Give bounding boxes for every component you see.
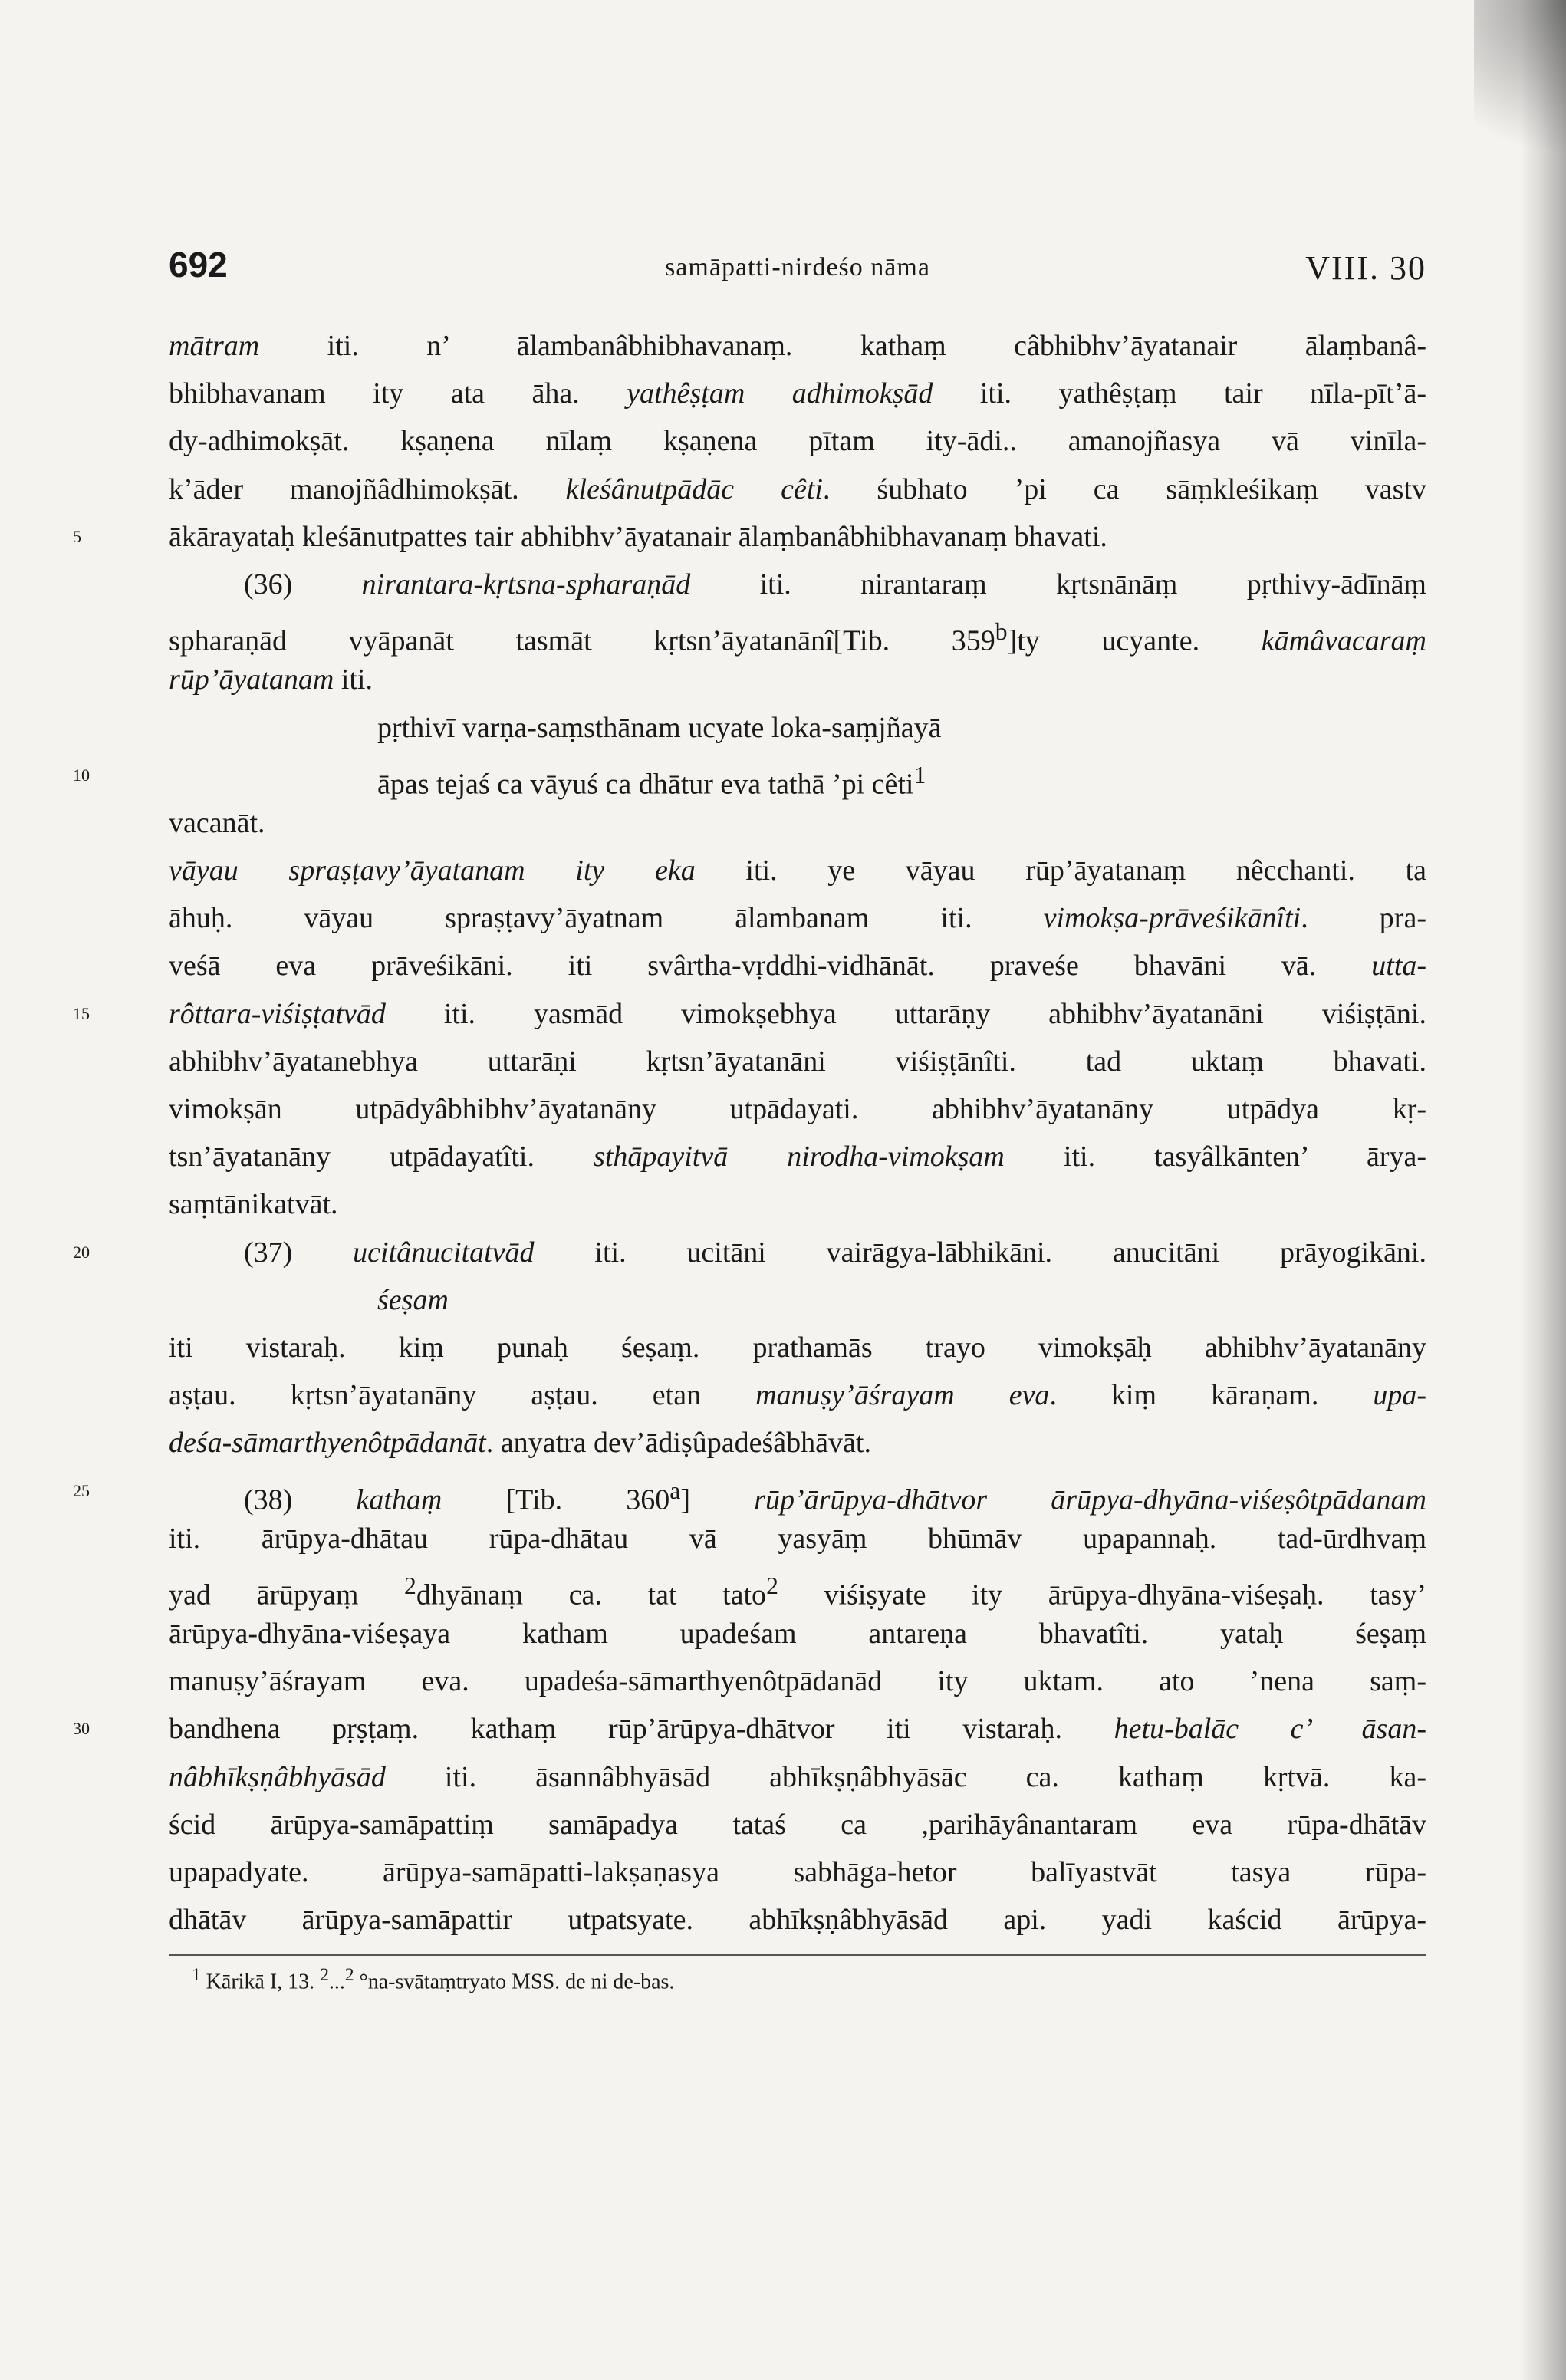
page-header xyxy=(169,244,1426,290)
verse-line: 10 āpas tejaś ca vāyuś ca dhātur eva tathā ’pi cêti$^1$ xyxy=(169,752,1426,799)
text-line: vimokṣān utpādyâbhibhv’āyatanāny utpādayati. abhibhv’āyatanāny utpādya kṛ- xyxy=(169,1093,1426,1125)
text-line: iti vistaraḥ. kiṃ punaḥ śeṣaṃ. prathamās trayo vimokṣāḥ abhibhv’āyatanāny xyxy=(169,1331,1426,1364)
page-corner-shadow xyxy=(1474,0,1566,199)
main-text xyxy=(73,322,1427,1944)
text-line: tsn’āyatanāny utpādayatîti. sthāpayitvā nirodha-vimokṣam iti. tasyâlkānten’ ārya- xyxy=(169,1141,1426,1174)
text-line: iti. ārūpya-dhātau rūpa-dhātau vā yasyāṃ bhūmāv upapannaḥ. tad-ūrdhvaṃ xyxy=(169,1522,1426,1555)
text-line: rūp’āyatanam iti. xyxy=(169,663,373,696)
line-number: 5 xyxy=(73,526,81,546)
text-line: vacanāt. xyxy=(169,806,265,839)
line-number: 15 xyxy=(73,1003,90,1023)
verse-line: pṛthivī varṇa-saṃsthānam ucyate loka-saṃjñayā xyxy=(377,711,942,744)
text-line: āhuḥ. vāyau spraṣṭavy’āyatnam ālambanam iti. vimokṣa-prāveśikānîti. pra- xyxy=(169,902,1426,935)
text-line: nâbhīkṣṇâbhyāsād iti. āsannâbhyāsād abhīkṣṇâbhyāsāc ca. kathaṃ kṛtvā. ka- xyxy=(169,1760,1426,1793)
text-line: 30 bandhena pṛṣṭaṃ. kathaṃ rūp’ārūpya-dhātvor iti vistaraḥ. hetu-balāc c’ āsan- xyxy=(169,1705,1426,1753)
line-number: 30 xyxy=(73,1719,90,1739)
section-number: VIII. 30 xyxy=(1305,249,1426,287)
text-line: spharaṇād vyāpanāt tasmāt kṛtsn’āyatanānî[Tib. 359$^b$]ty ucyante. kāmâvacaraṃ xyxy=(169,618,1426,657)
text-line: dy-adhimokṣāt. kṣaṇena nīlaṃ kṣaṇena pītam ity-ādi.. amanojñasya vā vinīla- xyxy=(169,425,1426,458)
text-line: saṃtānikatvāt. xyxy=(169,1188,338,1221)
text-line: upapadyate. ārūpya-samāpatti-lakṣaṇasya sabhāga-hetor balīyastvāt tasya rūpa- xyxy=(169,1856,1426,1888)
line-number: 10 xyxy=(73,765,90,785)
text-line: 5 ākārayataḥ kleśānutpattes tair abhibhv’āyatanair ālaṃbanâbhibhavanaṃ bhavati. xyxy=(169,513,1426,561)
text-line: manuṣy’āśrayam eva. upadeśa-sāmarthyenôtpādanād ity uktam. ato ’nena saṃ- xyxy=(169,1665,1426,1698)
text-line: (36) nirantara-kṛtsna-spharaṇād iti. nirantaraṃ kṛtsnānāṃ pṛthivy-ādīnāṃ xyxy=(244,568,1426,601)
text-line: aṣṭau. kṛtsn’āyatanāny aṣṭau. etan manuṣy’āśrayam eva. kiṃ kāraṇam. upa- xyxy=(169,1379,1426,1412)
running-title: samāpatti-nirdeśo nāma xyxy=(665,253,930,281)
text-line: 15 rôttara-viśiṣṭatvād iti. yasmād vimokṣebhya uttarāṇy abhibhv’āyatanāni viśiṣṭāni. xyxy=(169,990,1426,1038)
text-line: bhibhavanam ity ata āha. yathêṣṭam adhimokṣād iti. yathêṣṭaṃ tair nīla-pīt’ā- xyxy=(169,377,1427,410)
text-line: ścid ārūpya-samāpattiṃ samāpadya tataś ca ,parihāyânantaram eva rūpa-dhātāv xyxy=(169,1808,1426,1841)
text-line: 25 (38) kathaṃ [Tib. 360$^a$] rūp’ārūpya-dhātvor ārūpya-dhyāna-viśeṣôtpādanam xyxy=(169,1467,1426,1515)
line-number: 20 xyxy=(73,1242,90,1262)
line-number: 25 xyxy=(73,1480,90,1500)
text-line: k’āder manojñâdhimokṣāt. kleśânutpādāc cêti. śubhato ’pi ca sāṃkleśikaṃ vastv xyxy=(169,472,1426,505)
page-edge-shadow xyxy=(1520,0,1566,2380)
footnotes: $^1$ Kārikā I, 13. $^2$...$^2$ °na-svātaṃtryato MSS. de ni de-bas. xyxy=(192,1965,675,1994)
text-line: abhibhv’āyatanebhya uttarāṇi kṛtsn’āyatanāni viśiṣṭānîti. tad uktaṃ bhavati. xyxy=(169,1045,1426,1078)
text-line: veśā eva prāveśikāni. iti svârtha-vṛddhi-vidhānāt. praveśe bhavāni vā. utta- xyxy=(169,950,1426,983)
page-number: 692 xyxy=(169,245,228,285)
text-line: mātram iti. n’ ālambanâbhibhavanaṃ. kathaṃ câbhibhv’āyatanair ālaṃbanâ- xyxy=(169,330,1426,362)
text-line: śeṣam xyxy=(377,1283,449,1316)
text-line: deśa-sāmarthyenôtpādanāt. anyatra dev’ādiṣûpadeśâbhāvāt. xyxy=(169,1427,871,1460)
text-line: vāyau spraṣṭavy’āyatanam ity eka iti. ye vāyau rūp’āyatanaṃ nêcchanti. ta xyxy=(169,854,1427,887)
text-line: dhātāv ārūpya-samāpattir utpatsyate. abhīkṣṇâbhyāsād api. yadi kaścid ārūpya- xyxy=(169,1904,1426,1937)
text-line: yad ārūpyaṃ $^2$dhyānaṃ ca. tat tato$^2$ viśiṣyate ity ārūpya-dhyāna-viśeṣaḥ. tasy’ xyxy=(169,1572,1426,1611)
text-line: ārūpya-dhyāna-viśeṣaya katham upadeśam antareṇa bhavatîti. yataḥ śeṣaṃ xyxy=(169,1618,1426,1651)
footnote-rule xyxy=(169,1954,1426,1956)
text-line: 20 (37) ucitânucitatvād iti. ucitāni vairāgya-lābhikāni. anucitāni prāyogikāni. xyxy=(169,1229,1426,1276)
